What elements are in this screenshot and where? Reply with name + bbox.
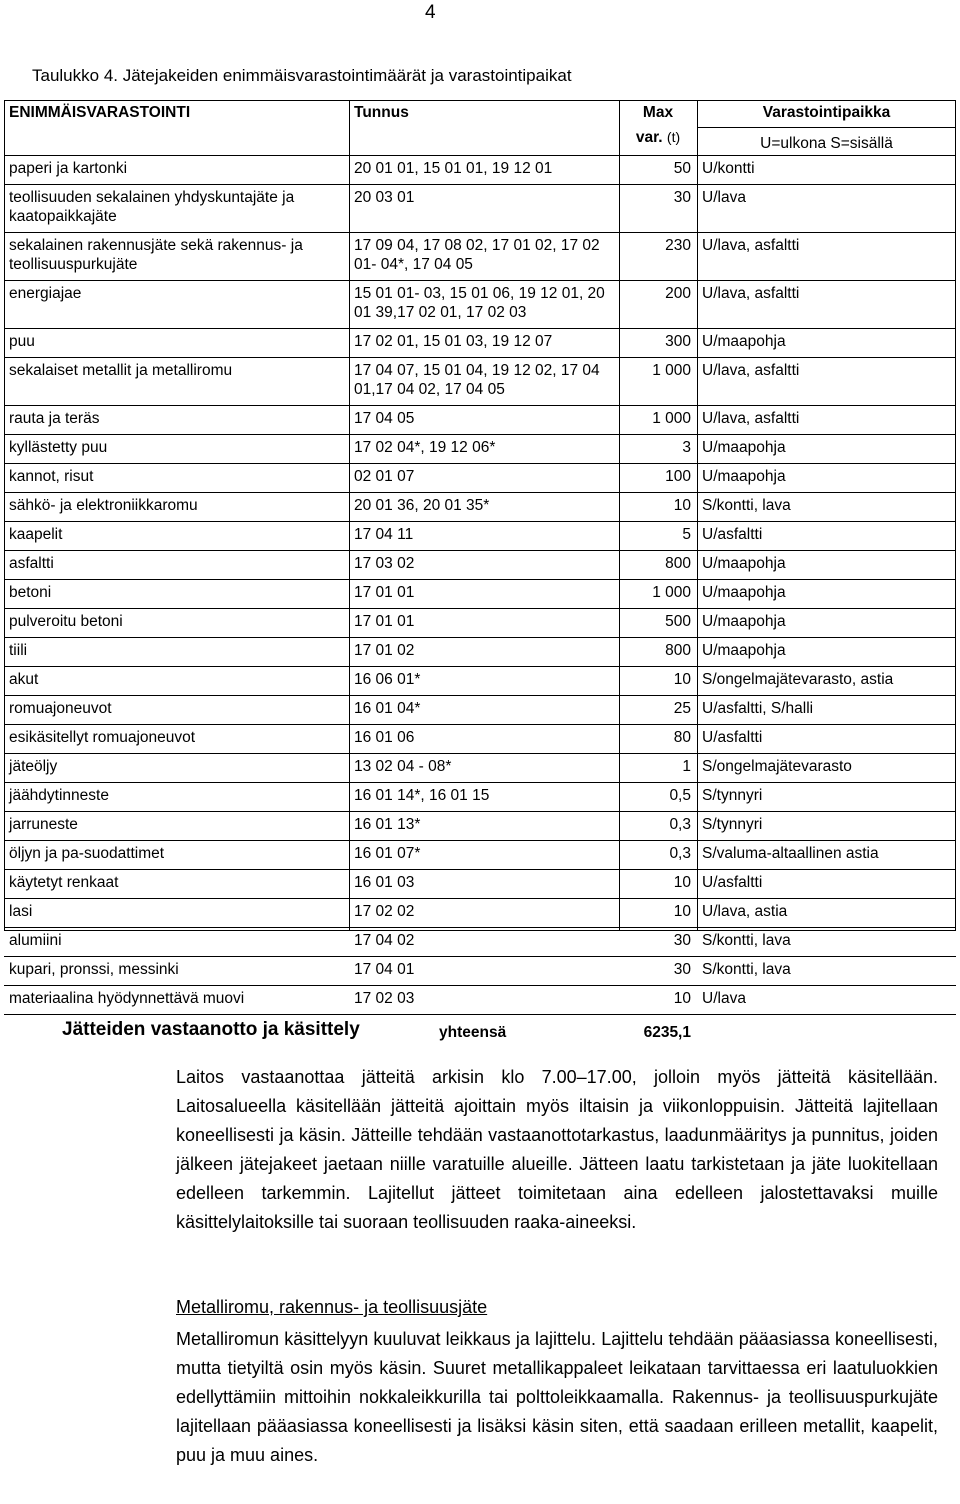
cell-type: sekalaiset metallit ja metalliromu <box>4 358 349 406</box>
cell-type: jäteöljy <box>4 754 349 783</box>
cell-max: 230 <box>619 233 697 281</box>
cell-code: 17 02 03 <box>349 986 619 1015</box>
cell-location: U/lava <box>697 986 956 1015</box>
header-type: ENIMMÄISVARASTOINTI <box>4 101 349 156</box>
cell-code: 16 01 03 <box>349 870 619 899</box>
cell-type: pulveroitu betoni <box>4 609 349 638</box>
cell-max: 30 <box>619 928 697 957</box>
header-max <box>619 101 697 156</box>
cell-type: paperi ja kartonki <box>4 156 349 185</box>
cell-location: S/kontti, lava <box>697 928 956 957</box>
table-row <box>4 281 956 329</box>
cell-max: 10 <box>619 986 697 1015</box>
cell-type: sekalainen rakennusjäte sekä rakennus- ja teollisuuspurkujäte <box>4 233 349 281</box>
cell-max: 5 <box>619 522 697 551</box>
cell-type: asfaltti <box>4 551 349 580</box>
total-value: 6235,1 <box>643 1024 691 1041</box>
cell-location: U/maapohja <box>697 435 956 464</box>
cell-location: U/maapohja <box>697 638 956 667</box>
cell-location: U/asfaltti, S/halli <box>697 696 956 725</box>
cell-type: jäähdytinneste <box>4 783 349 812</box>
cell-type: romuajoneuvot <box>4 696 349 725</box>
cell-type: tiili <box>4 638 349 667</box>
cell-code: 17 01 01 <box>349 580 619 609</box>
table-row <box>4 580 956 609</box>
column-divider-1 <box>349 100 350 931</box>
cell-max: 1 000 <box>619 580 697 609</box>
cell-type: kyllästetty puu <box>4 435 349 464</box>
cell-code: 16 01 13* <box>349 812 619 841</box>
cell-code: 13 02 04 - 08* <box>349 754 619 783</box>
cell-code: 20 01 01, 15 01 01, 19 12 01 <box>349 156 619 185</box>
cell-code: 20 01 36, 20 01 35* <box>349 493 619 522</box>
cell-code: 17 01 01 <box>349 609 619 638</box>
cell-code: 20 03 01 <box>349 185 619 233</box>
total-label: yhteensä <box>439 1024 507 1041</box>
header-max-line1: Max <box>642 104 674 121</box>
table-row <box>4 522 956 551</box>
column-divider-2 <box>619 100 620 931</box>
cell-code: 17 02 02 <box>349 899 619 928</box>
cell-type: teollisuuden sekalainen yhdyskuntajäte ja kaatopaikkajäte <box>4 185 349 233</box>
cell-code: 17 03 02 <box>349 551 619 580</box>
page-number: 4 <box>425 2 436 23</box>
cell-type: rauta ja teräs <box>4 406 349 435</box>
header-max-unit: (t) <box>666 129 681 145</box>
table-row <box>4 358 956 406</box>
cell-max: 100 <box>619 464 697 493</box>
cell-max: 0,3 <box>619 812 697 841</box>
cell-type: kannot, risut <box>4 464 349 493</box>
table-row <box>4 233 956 281</box>
cell-max: 25 <box>619 696 697 725</box>
table-row <box>4 667 956 696</box>
cell-code: 15 01 01- 03, 15 01 06, 19 12 01, 20 01 39,17 02 01, 17 02 03 <box>349 281 619 329</box>
cell-location: S/tynnyri <box>697 812 956 841</box>
header-code: Tunnus <box>349 101 619 156</box>
table-row <box>4 435 956 464</box>
paragraph-reception: Laitos vastaanottaa jätteitä arkisin klo 7.00–17.00, jolloin myös jätteitä käsitellään. Laitosalueella käsitellään jätteitä ajoittain myös iltaisin ja viikonloppuisin. Jätteitä lajitellaan koneellisesti ja käsin. Jätteille tehdään vastaanottotarkastus, laadunmääritys ja punnitus, joiden jälkeen jätejakeet jaetaan niille varatuille alueille. Jätteen laatu tarkistetaan ja jäte luokitellaan edelleen tarkemmin. Lajitellut jätteet toimitetaan aina edelleen jalostettavaksi muille käsittelylaitoksille tai suoraan teollisuuden raaka-aineeksi. <box>176 1067 938 1232</box>
cell-code: 16 01 04* <box>349 696 619 725</box>
cell-location: S/valuma-altaallinen astia <box>697 841 956 870</box>
cell-max: 0,3 <box>619 841 697 870</box>
table-row <box>4 156 956 185</box>
cell-location: U/maapohja <box>697 329 956 358</box>
cell-max: 300 <box>619 329 697 358</box>
header-max-line2 <box>619 122 697 147</box>
cell-location: S/kontti, lava <box>697 493 956 522</box>
cell-location: S/tynnyri <box>697 783 956 812</box>
table-row <box>4 783 956 812</box>
cell-type: kaapelit <box>4 522 349 551</box>
cell-max: 10 <box>619 870 697 899</box>
header-location <box>697 101 956 156</box>
table-row <box>4 725 956 754</box>
table-row <box>4 928 956 957</box>
table-row <box>4 986 956 1015</box>
cell-location: S/kontti, lava <box>697 957 956 986</box>
cell-type: kupari, pronssi, messinki <box>4 957 349 986</box>
cell-location: U/lava, astia <box>697 899 956 928</box>
table-row <box>4 493 956 522</box>
cell-max: 1 000 <box>619 358 697 406</box>
cell-max: 800 <box>619 551 697 580</box>
cell-location: U/lava, asfaltti <box>697 358 956 406</box>
table-row <box>4 957 956 986</box>
header-location-title: Varastointipaikka <box>762 104 891 121</box>
cell-location: S/ongelmajätevarasto, astia <box>697 667 956 696</box>
cell-max: 1 000 <box>619 406 697 435</box>
table-row <box>4 812 956 841</box>
cell-max: 10 <box>619 493 697 522</box>
table-row <box>4 609 956 638</box>
cell-code: 16 01 14*, 16 01 15 <box>349 783 619 812</box>
cell-location: U/asfaltti <box>697 870 956 899</box>
cell-location: U/lava <box>697 185 956 233</box>
cell-code: 16 01 06 <box>349 725 619 754</box>
cell-location: U/lava, asfaltti <box>697 406 956 435</box>
cell-type: käytetyt renkaat <box>4 870 349 899</box>
cell-type: sähkö- ja elektroniikkaromu <box>4 493 349 522</box>
cell-type: lasi <box>4 899 349 928</box>
cell-code: 17 01 02 <box>349 638 619 667</box>
cell-type: materiaalina hyödynnettävä muovi <box>4 986 349 1015</box>
section-heading: Jätteiden vastaanotto ja käsittely <box>62 1019 360 1040</box>
cell-max: 30 <box>619 957 697 986</box>
table-row <box>4 406 956 435</box>
table-row <box>4 899 956 928</box>
cell-code: 16 01 07* <box>349 841 619 870</box>
cell-max: 80 <box>619 725 697 754</box>
cell-code: 16 06 01* <box>349 667 619 696</box>
cell-code: 17 04 11 <box>349 522 619 551</box>
cell-max: 1 <box>619 754 697 783</box>
cell-max: 30 <box>619 185 697 233</box>
cell-code: 17 02 01, 15 01 03, 19 12 07 <box>349 329 619 358</box>
cell-type: energiajae <box>4 281 349 329</box>
table-row <box>4 870 956 899</box>
cell-code: 17 02 04*, 19 12 06* <box>349 435 619 464</box>
cell-location: U/asfaltti <box>697 725 956 754</box>
subheading-metal-scrap: Metalliromu, rakennus- ja teollisuusjäte <box>176 1297 488 1317</box>
total-spacer-right <box>697 1015 956 1043</box>
cell-type: akut <box>4 667 349 696</box>
cell-max: 3 <box>619 435 697 464</box>
cell-location: U/asfaltti <box>697 522 956 551</box>
cell-location: U/maapohja <box>697 464 956 493</box>
cell-location: U/maapohja <box>697 551 956 580</box>
cell-max: 200 <box>619 281 697 329</box>
waste-storage-table <box>4 101 956 1042</box>
cell-code: 02 01 07 <box>349 464 619 493</box>
cell-max: 500 <box>619 609 697 638</box>
table-row <box>4 185 956 233</box>
cell-location: U/lava, asfaltti <box>697 281 956 329</box>
header-max-var: var. <box>635 129 663 146</box>
header-location-legend: U=ulkona S=sisällä <box>697 127 956 153</box>
cell-type: alumiini <box>4 928 349 957</box>
cell-max: 50 <box>619 156 697 185</box>
cell-code: 17 04 05 <box>349 406 619 435</box>
table-row <box>4 551 956 580</box>
paragraph-metal-scrap: Metalliromun käsittelyyn kuuluvat leikkaus ja lajittelu. Lajittelu tehdään pääasiassa koneellisesti, mutta tietyiltä osin myös käsin. Suuret metallikappaleet leikataan tarvittaessa eri laatuluokkien edellyttämiin mittoihin nokkaleikkurilla tai polttoleikkaamalla. Rakennus- ja teollisuuspurkujäte lajitellaan pääasiassa koneellisesti ja lisäksi käsin siten, että saadaan erilleen metallit, kaapelit, puu ja muu aines. <box>176 1329 938 1465</box>
cell-max: 800 <box>619 638 697 667</box>
table-row <box>4 464 956 493</box>
cell-type: betoni <box>4 580 349 609</box>
cell-max: 10 <box>619 667 697 696</box>
cell-code: 17 04 02 <box>349 928 619 957</box>
cell-location: U/lava, asfaltti <box>697 233 956 281</box>
table-row <box>4 329 956 358</box>
cell-max: 10 <box>619 899 697 928</box>
cell-location: U/maapohja <box>697 580 956 609</box>
cell-location: U/kontti <box>697 156 956 185</box>
table-row <box>4 638 956 667</box>
table-row <box>4 754 956 783</box>
table-row <box>4 841 956 870</box>
cell-code: 17 09 04, 17 08 02, 17 01 02, 17 02 01- 04*, 17 04 05 <box>349 233 619 281</box>
cell-code: 17 04 07, 15 01 04, 19 12 02, 17 04 01,17 04 02, 17 04 05 <box>349 358 619 406</box>
cell-type: esikäsitellyt romuajoneuvot <box>4 725 349 754</box>
cell-type: öljyn ja pa-suodattimet <box>4 841 349 870</box>
cell-location: S/ongelmajätevarasto <box>697 754 956 783</box>
table-row <box>4 696 956 725</box>
cell-code: 17 04 01 <box>349 957 619 986</box>
cell-max: 0,5 <box>619 783 697 812</box>
column-divider-3 <box>697 100 698 931</box>
table-caption: Taulukko 4. Jätejakeiden enimmäisvarastointimäärät ja varastointipaikat <box>32 66 572 85</box>
cell-type: jarruneste <box>4 812 349 841</box>
cell-location: U/maapohja <box>697 609 956 638</box>
cell-type: puu <box>4 329 349 358</box>
table-header-row <box>4 101 956 156</box>
